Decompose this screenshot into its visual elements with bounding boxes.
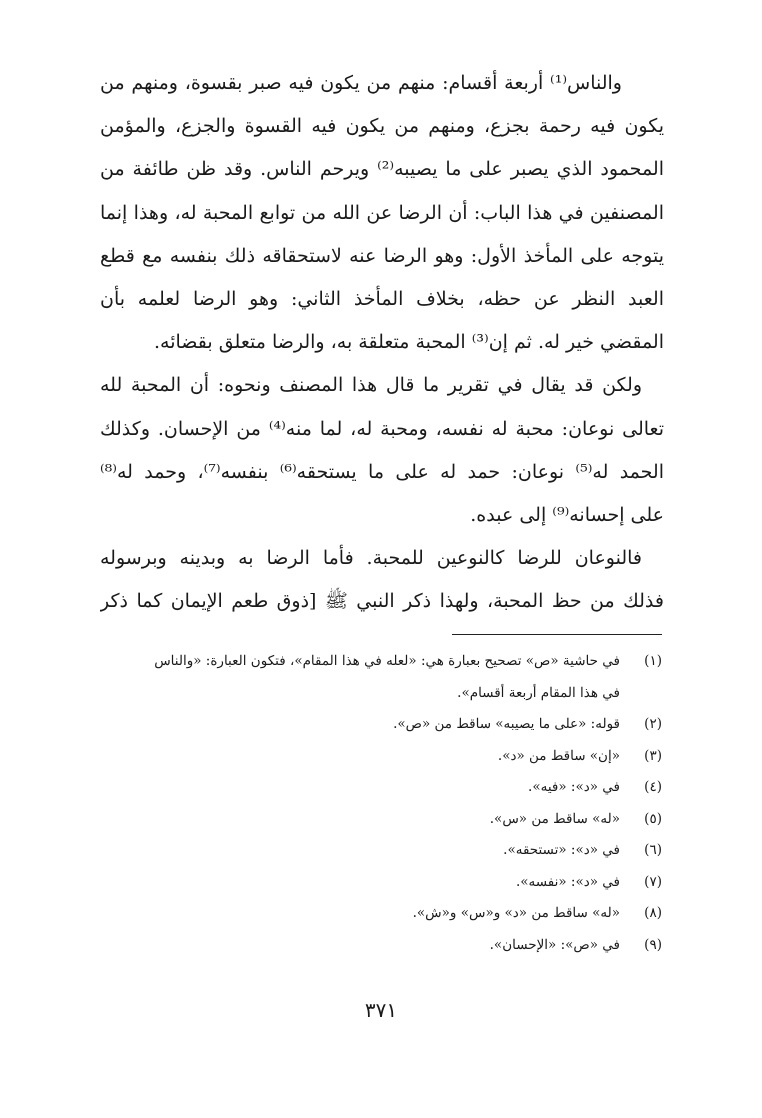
footnote-line: في حاشية «ص» تصحيح بعبارة هي: «لعله في هذا المقام»، فتكون العبارة: «والناس <box>154 653 620 669</box>
footnote-number: (٥) <box>644 810 662 827</box>
text-line: على إحسانه⁽⁹⁾ إلى عبده. <box>470 503 664 526</box>
footnote-line: «إن» ساقط من «د». <box>497 747 620 764</box>
footnote-text <box>100 867 620 899</box>
text-line: يكون فيه رحمة بجزع، ومنهم من يكون فيه القسوة والجزع، والمؤمن <box>100 115 664 138</box>
text-line: العبد النظر عن حظه، بخلاف المأخذ الثاني: وهو الرضا لعلمه بأن <box>100 287 664 310</box>
footnote <box>100 867 664 899</box>
paragraph <box>100 537 664 623</box>
footnote-line: في «د»: «نفسه». <box>515 873 620 890</box>
footnotes <box>100 646 664 961</box>
footnote-text <box>100 930 620 962</box>
footnote-number: (٣) <box>644 747 662 764</box>
text-line: والناس⁽¹⁾ أربعة أقسام: منهم من يكون فيه صبر بقسوة، ومنهم من <box>100 72 622 94</box>
footnote-number: (٨) <box>644 905 662 921</box>
footnote-text <box>100 804 620 836</box>
footnote-number: (٦) <box>644 842 662 858</box>
footnote-number: (١) <box>644 653 662 669</box>
footnote <box>100 930 664 962</box>
footnote-line: «له» ساقط من «د» و«س» و«ش». <box>412 905 620 921</box>
footnote <box>100 709 664 741</box>
footnote-number: (٢) <box>644 716 662 732</box>
footnote-text <box>100 898 620 930</box>
footnote <box>100 835 664 867</box>
footnote-line: قوله: «على ما يصيبه» ساقط من «ص». <box>393 716 620 732</box>
footnote <box>100 804 664 836</box>
footnote-text <box>100 646 620 709</box>
footnote-line: في «د»: «تستحقه». <box>503 842 620 858</box>
paragraph <box>100 62 664 364</box>
footnote <box>100 741 664 773</box>
paragraph <box>100 364 664 537</box>
footnote-line: «له» ساقط من «س». <box>489 810 620 827</box>
footnote <box>100 898 664 930</box>
text-line: المصنفين في هذا الباب: أن الرضا عن الله من توابع المحبة له، وهذا إنما <box>100 201 664 224</box>
text-line: فذلك من حظ المحبة، ولهذا ذكر النبي ﷺ [ذوق طعم الإيمان كما ذكر <box>100 590 664 613</box>
footnote-text <box>100 772 620 804</box>
footnote-number: (٧) <box>644 873 662 890</box>
footnote-text <box>100 709 620 741</box>
text-line: تعالى نوعان: محبة له نفسه، ومحبة له، لما منه⁽⁴⁾ من الإحسان. وكذلك <box>100 417 664 440</box>
footnote-number: (٩) <box>644 936 662 953</box>
text-line: يتوجه على المأخذ الأول: وهو الرضا عنه لاستحقاقه ذلك بنفسه مع قطع <box>100 244 664 267</box>
text-line: ولكن قد يقال في تقرير ما قال هذا المصنف ونحوه: أن المحبة لله <box>100 374 642 397</box>
footnote-number: (٤) <box>644 779 662 795</box>
footnote-text <box>100 835 620 867</box>
text-line: الحمد له⁽⁵⁾ نوعان: حمد له على ما يستحقه⁽⁶⁾ بنفسه⁽⁷⁾، وحمد له⁽⁸⁾ <box>100 460 664 483</box>
text-line: المقضي خير له. ثم إن⁽³⁾ المحبة متعلقة به، والرضا متعلق بقضائه. <box>153 331 664 354</box>
footnote <box>100 772 664 804</box>
footnote <box>100 646 664 709</box>
page-number: ٣٧١ <box>364 998 398 1022</box>
footnote-text <box>100 741 620 773</box>
text-line: المحمود الذي يصبر على ما يصيبه⁽²⁾ ويرحم الناس. وقد ظن طائفة من <box>100 158 664 181</box>
footnote-line: في «د»: «فيه». <box>528 779 620 795</box>
footnote-line: في «ص»: «الإحسان». <box>489 936 620 953</box>
text-line: فالنوعان للرضا كالنوعين للمحبة. فأما الرضا به وبدينه وبرسوله <box>100 547 642 570</box>
footnote-separator <box>452 634 662 635</box>
footnote-line: في هذا المقام أربعة أقسام». <box>457 684 620 701</box>
